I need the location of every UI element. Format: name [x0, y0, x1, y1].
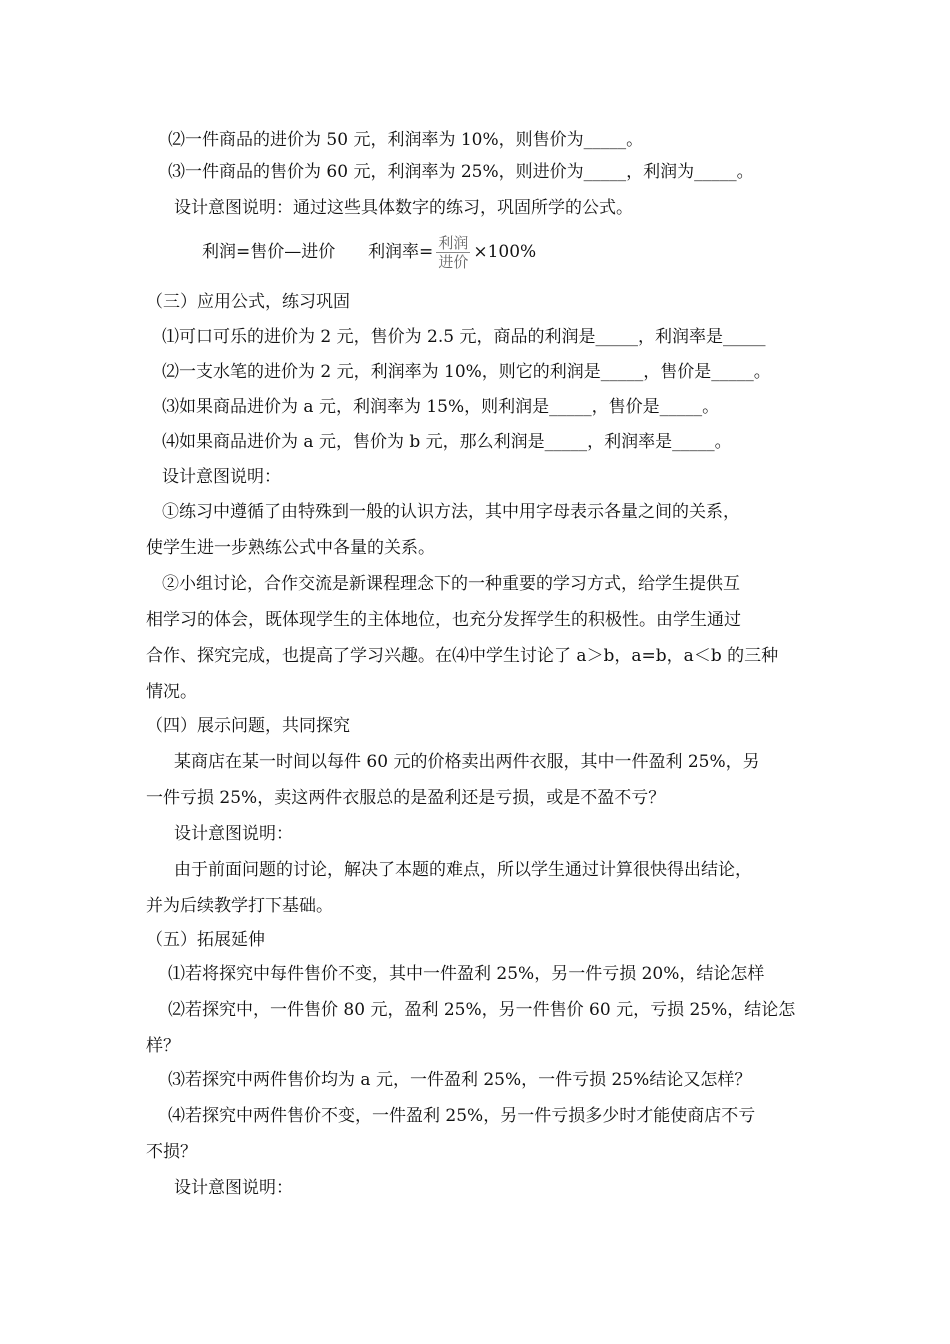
design-intent-4: 设计意图说明：	[174, 1178, 293, 1198]
section-4-heading: （四）展示问题，共同探究	[146, 716, 350, 736]
fraction-numerator: 利润	[438, 234, 469, 252]
design-intent-2: 设计意图说明：	[162, 467, 281, 487]
paragraph-2c: 合作、探究完成，也提高了学习兴趣。在⑷中学生讨论了 a＞b，a=b，a＜b 的三种	[146, 646, 779, 666]
paragraph-3a: 由于前面问题的讨论，解决了本题的难点，所以学生通过计算很快得出结论，	[174, 860, 752, 880]
design-intent-3: 设计意图说明：	[174, 824, 293, 844]
problem-b: 一件亏损 25%，卖这两件衣服总的是盈利还是亏损，或是不盈不亏？	[146, 788, 666, 808]
exercise-3-2: ⑵一支水笔的进价为 2 元，利润率为 10%，则它的利润是_____，售价是_____。	[162, 362, 771, 382]
exercise-3-1: ⑴可口可乐的进价为 2 元，售价为 2.5 元，商品的利润是_____，利润率是_____	[162, 327, 766, 347]
extension-3: ⑶若探究中两件售价均为 a 元，一件盈利 25%，一件亏损 25%结论又怎样？	[168, 1070, 752, 1090]
rate-label: 利润率=	[368, 242, 434, 262]
paragraph-2b: 相学习的体会，既体现学生的主体地位，也充分发挥学生的积极性。由学生通过	[146, 610, 741, 630]
exercise-3: ⑶一件商品的售价为 60 元，利润率为 25%，则进价为_____，利润为_____。	[168, 162, 754, 182]
extension-4a: ⑷若探究中两件售价不变，一件盈利 25%，另一件亏损多少时才能使商店不亏	[168, 1106, 756, 1126]
problem-a: 某商店在某一时间以每件 60 元的价格卖出两件衣服，其中一件盈利 25%，另	[174, 752, 760, 772]
extension-4b: 不损？	[146, 1142, 197, 1162]
design-intent: 设计意图说明：通过这些具体数字的练习，巩固所学的公式。	[174, 198, 633, 218]
profit-formula: 利润=售价—进价	[202, 242, 336, 262]
paragraph-2a: ②小组讨论，合作交流是新课程理念下的一种重要的学习方式，给学生提供互	[162, 574, 740, 594]
exercise-3-3: ⑶如果商品进价为 a 元，利润率为 15%，则利润是_____，售价是_____。	[162, 397, 720, 417]
exercise-2: ⑵一件商品的进价为 50 元，利润率为 10%，则售价为_____。	[168, 130, 644, 150]
extension-2a: ⑵若探究中，一件售价 80 元，盈利 25%，另一件售价 60 元，亏损 25%，结论怎	[168, 1000, 796, 1020]
fraction-denominator: 进价	[438, 253, 469, 271]
paragraph-3b: 并为后续教学打下基础。	[146, 896, 333, 916]
times-100-percent: ×100%	[473, 242, 537, 262]
section-5-heading: （五）拓展延伸	[146, 930, 265, 950]
extension-2b: 样？	[146, 1036, 180, 1056]
rate-fraction	[436, 234, 470, 271]
paragraph-1a: ①练习中遵循了由特殊到一般的认识方法，其中用字母表示各量之间的关系，	[162, 502, 740, 522]
paragraph-1b: 使学生进一步熟练公式中各量的关系。	[146, 538, 435, 558]
section-3-heading: （三）应用公式，练习巩固	[146, 292, 350, 312]
exercise-3-4: ⑷如果商品进价为 a 元，售价为 b 元，那么利润是_____，利润率是_____。	[162, 432, 732, 452]
extension-1: ⑴若将探究中每件售价不变，其中一件盈利 25%，另一件亏损 20%，结论怎样	[168, 964, 765, 984]
formula-line	[202, 232, 536, 272]
paragraph-2d: 情况。	[146, 682, 197, 702]
